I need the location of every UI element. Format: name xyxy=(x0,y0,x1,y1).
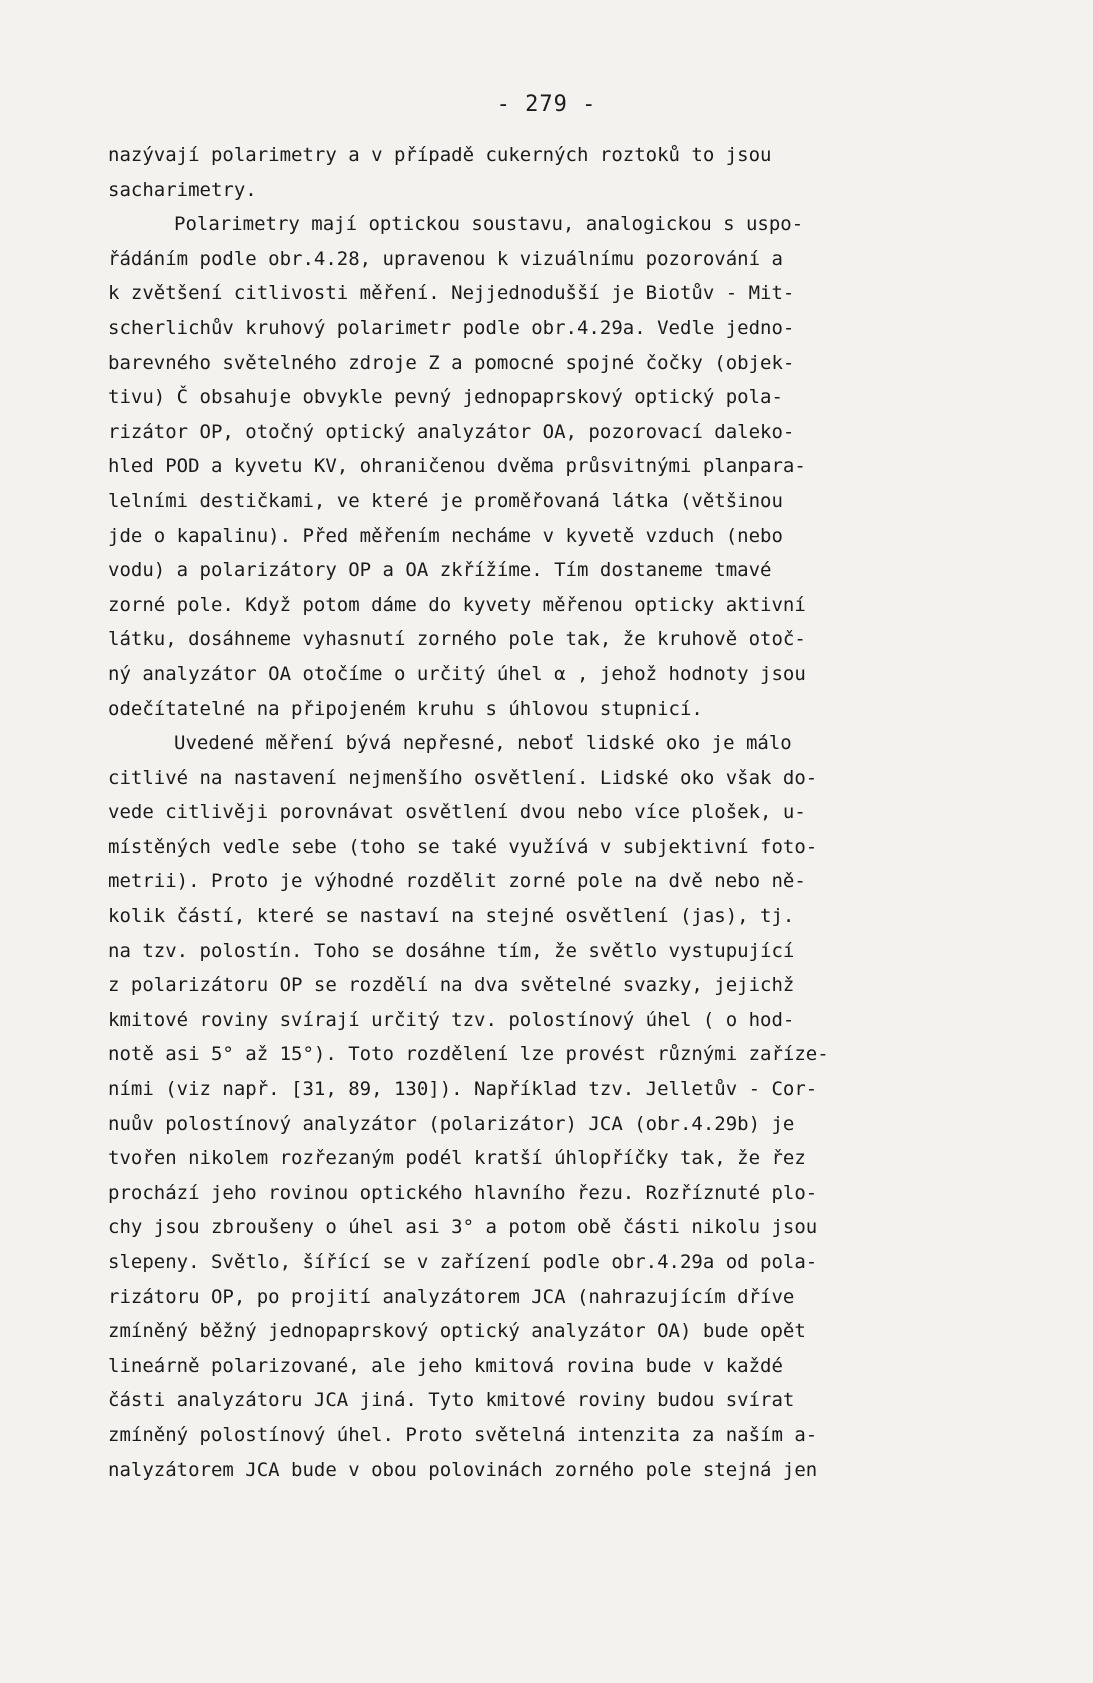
text-line: vodu) a polarizátory OP a OA zkřížíme. Tím dostaneme tmavé xyxy=(108,559,772,582)
text-line: kolik částí, které se nastaví na stejné osvětlení (jas), tj. xyxy=(108,905,795,928)
text-line: vede citlivěji porovnávat osvětlení dvou nebo více plošek, u- xyxy=(108,801,806,824)
text-line: lineárně polarizované, ale jeho kmitová rovina bude v každé xyxy=(108,1354,783,1377)
text-line: lelními destičkami, ve které je proměřovaná látka (většinou xyxy=(108,489,783,512)
text-line: scherlichův kruhový polarimetr podle obr.4.29a. Vedle jedno- xyxy=(108,316,795,339)
text-line: slepeny. Světlo, šířící se v zařízení podle obr.4.29a od pola- xyxy=(108,1251,818,1273)
text-line: z polarizátoru OP se rozdělí na dva světelné svazky, jejichž xyxy=(108,974,795,997)
text-line: k zvětšení citlivosti měření. Nejjednodušší je Biotův - Mit- xyxy=(108,282,795,305)
text-line: prochází jeho rovinou optického hlavního řezu. Rozříznuté plo- xyxy=(108,1181,818,1204)
text-line: ními (viz např. [31, 89, 130]). Například tzv. Jelletův - Cor- xyxy=(108,1078,818,1101)
text-line: zorné pole. Když potom dáme do kyvety měřenou opticky aktivní xyxy=(108,593,806,616)
text-line: notě asi 5° až 15°). Toto rozdělení lze provést různými zaříze- xyxy=(108,1043,829,1066)
text-line: kmitové roviny svírají určitý tzv. polostínový úhel ( o hod- xyxy=(108,1008,795,1031)
text-line: zmíněný běžný jednopaprskový optický analyzátor OA) bude opět xyxy=(108,1320,806,1343)
text-line: rizátoru OP, po projití analyzátorem JCA (nahrazujícím dříve xyxy=(108,1285,795,1308)
text-line: tvořen nikolem rozřezaným podél kratší úhlopříčky tak, že řez xyxy=(108,1147,806,1170)
text-line: citlivé na nastavení nejmenšího osvětlení. Lidské oko však do- xyxy=(108,766,818,789)
text-line: látku, dosáhneme vyhasnutí zorného pole tak, že kruhově otoč- xyxy=(108,628,806,651)
text-line: nalyzátorem JCA bude v obou polovinách zorného pole stejná jen xyxy=(108,1458,818,1481)
text-line: odečítatelné na připojeném kruhu s úhlovou stupnicí. xyxy=(108,697,703,720)
text-line: jde o kapalinu). Před měřením necháme v kyvetě vzduch (nebo xyxy=(108,524,783,547)
text-line: místěných vedle sebe (toho se také využívá v subjektivní foto- xyxy=(108,835,818,858)
text-line: zmíněný polostínový úhel. Proto světelná intenzita za naším a- xyxy=(108,1423,818,1446)
typewritten-text-block xyxy=(108,138,988,1487)
text-line: na tzv. polostín. Toho se dosáhne tím, že světlo vystupující xyxy=(108,939,795,962)
text-line: sacharimetry. xyxy=(108,178,257,201)
text-line: Polarimetry mají optickou soustavu, analogickou s uspo- xyxy=(174,213,804,236)
text-line: chy jsou zbroušeny o úhel asi 3° a potom obě části nikolu jsou xyxy=(108,1216,818,1239)
text-line: Uvedené měření bývá nepřesné, neboť lidské oko je málo xyxy=(174,732,792,755)
text-line: nazývají polarimetry a v případě cukerných roztoků to jsou xyxy=(108,144,772,166)
text-line: barevného světelného zdroje Z a pomocné spojné čočky (objek- xyxy=(108,351,795,374)
text-line: ný analyzátor OA otočíme o určitý úhel α , jehož hodnoty jsou xyxy=(108,662,806,685)
text-line: rizátor OP, otočný optický analyzátor OA, pozorovací daleko- xyxy=(108,420,795,443)
text-line: hled POD a kyvetu KV, ohraničenou dvěma průsvitnými planpara- xyxy=(108,455,806,478)
text-line: metrii). Proto je výhodné rozdělit zorné pole na dvě nebo ně- xyxy=(108,870,806,893)
text-line: tivu) Č obsahuje obvykle pevný jednopaprskový optický pola- xyxy=(108,386,783,409)
page-number: - 279 - xyxy=(496,92,597,117)
text-line: části analyzátoru JCA jiná. Tyto kmitové roviny budou svírat xyxy=(108,1389,795,1412)
text-line: nuův polostínový analyzátor (polarizátor) JCA (obr.4.29b) je xyxy=(108,1112,795,1135)
text-line: řádáním podle obr.4.28, upravenou k vizuálnímu pozorování a xyxy=(108,247,783,270)
